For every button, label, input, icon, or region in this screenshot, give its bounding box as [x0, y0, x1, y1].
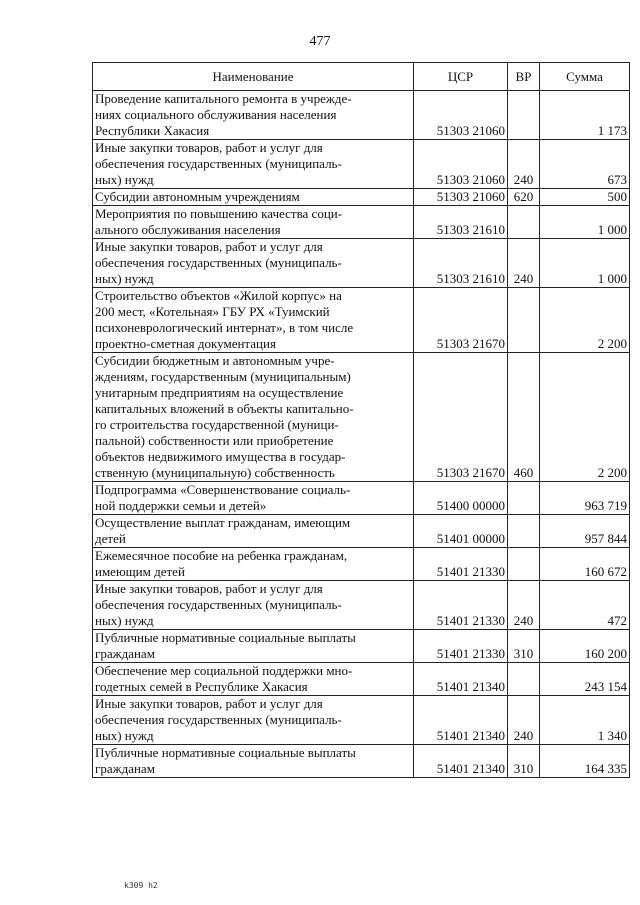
row-vr: 240	[508, 581, 540, 630]
row-name: Проведение капитального ремонта в учрежде- ниях социального обслуживания населения Республики Хакасия	[93, 91, 414, 140]
row-name: Иные закупки товаров, работ и услуг для обеспечения государственных (муниципаль- ных) нужд	[93, 696, 414, 745]
row-csr: 51303 21610	[414, 206, 508, 239]
footer-code: k309 h2	[124, 881, 158, 890]
row-csr: 51401 21330	[414, 581, 508, 630]
table-row	[93, 91, 630, 140]
header-vr: ВР	[508, 63, 540, 91]
table-row	[93, 482, 630, 515]
row-name: Осуществление выплат гражданам, имеющим детей	[93, 515, 414, 548]
header-csr: ЦСР	[414, 63, 508, 91]
table-row	[93, 353, 630, 482]
header-sum: Сумма	[540, 63, 630, 91]
row-sum: 1 000	[540, 239, 630, 288]
table-row	[93, 515, 630, 548]
row-sum: 963 719	[540, 482, 630, 515]
row-csr: 51303 21670	[414, 353, 508, 482]
row-sum: 1 173	[540, 91, 630, 140]
budget-table	[92, 62, 630, 778]
row-name: Иные закупки товаров, работ и услуг для обеспечения государственных (муниципаль- ных) нужд	[93, 140, 414, 189]
row-vr	[508, 663, 540, 696]
table-row	[93, 206, 630, 239]
row-name: Ежемесячное пособие на ребенка гражданам, имеющим детей	[93, 548, 414, 581]
row-csr: 51401 21330	[414, 630, 508, 663]
row-sum: 2 200	[540, 288, 630, 353]
row-vr: 310	[508, 745, 540, 778]
row-name: Строительство объектов «Жилой корпус» на 200 мест, «Котельная» ГБУ РХ «Туимский психоневрологический интернат», в том числе проектно-сметная документация	[93, 288, 414, 353]
row-csr: 51303 21060	[414, 91, 508, 140]
row-vr: 240	[508, 239, 540, 288]
table-row	[93, 288, 630, 353]
table-row	[93, 745, 630, 778]
row-vr: 240	[508, 140, 540, 189]
row-name: Субсидии бюджетным и автономным учре- ждениям, государственным (муниципальным) унитарным предприятиям на осуществление капитальных вложений в объекты капитально- го строительства государственной (муници- пальной) собственности или приобретение объектов недвижимого имущества в государ- ственную (муниципальную) собственность	[93, 353, 414, 482]
row-vr: 460	[508, 353, 540, 482]
row-sum: 1 000	[540, 206, 630, 239]
row-vr: 620	[508, 189, 540, 206]
row-vr	[508, 482, 540, 515]
row-sum: 500	[540, 189, 630, 206]
row-name: Иные закупки товаров, работ и услуг для обеспечения государственных (муниципаль- ных) нужд	[93, 581, 414, 630]
row-sum: 160 672	[540, 548, 630, 581]
table-row	[93, 239, 630, 288]
row-vr	[508, 515, 540, 548]
table-row	[93, 696, 630, 745]
row-vr	[508, 206, 540, 239]
row-vr	[508, 288, 540, 353]
row-vr: 310	[508, 630, 540, 663]
header-name: Наименование	[93, 63, 414, 91]
row-csr: 51400 00000	[414, 482, 508, 515]
row-sum: 957 844	[540, 515, 630, 548]
row-csr: 51401 21340	[414, 663, 508, 696]
table-row	[93, 140, 630, 189]
row-vr: 240	[508, 696, 540, 745]
row-name: Публичные нормативные социальные выплаты гражданам	[93, 745, 414, 778]
row-sum: 472	[540, 581, 630, 630]
row-csr: 51401 00000	[414, 515, 508, 548]
table-row	[93, 189, 630, 206]
row-sum: 1 340	[540, 696, 630, 745]
row-csr: 51401 21330	[414, 548, 508, 581]
row-sum: 673	[540, 140, 630, 189]
row-sum: 164 335	[540, 745, 630, 778]
row-sum: 2 200	[540, 353, 630, 482]
row-csr: 51303 21060	[414, 189, 508, 206]
table-row	[93, 630, 630, 663]
row-name: Публичные нормативные социальные выплаты гражданам	[93, 630, 414, 663]
table-header-row	[93, 63, 630, 91]
table-row	[93, 581, 630, 630]
page-number: 477	[309, 34, 331, 49]
row-sum: 243 154	[540, 663, 630, 696]
row-csr: 51401 21340	[414, 745, 508, 778]
row-csr: 51401 21340	[414, 696, 508, 745]
row-csr: 51303 21610	[414, 239, 508, 288]
table-row	[93, 548, 630, 581]
row-name: Обеспечение мер социальной поддержки мно- годетных семей в Республике Хакасия	[93, 663, 414, 696]
table-row	[93, 663, 630, 696]
row-name: Мероприятия по повышению качества соци- ального обслуживания населения	[93, 206, 414, 239]
row-name: Субсидии автономным учреждениям	[93, 189, 414, 206]
row-vr	[508, 548, 540, 581]
row-csr: 51303 21670	[414, 288, 508, 353]
row-csr: 51303 21060	[414, 140, 508, 189]
row-sum: 160 200	[540, 630, 630, 663]
row-name: Подпрограмма «Совершенствование социаль- ной поддержки семьи и детей»	[93, 482, 414, 515]
row-name: Иные закупки товаров, работ и услуг для обеспечения государственных (муниципаль- ных) нужд	[93, 239, 414, 288]
row-vr	[508, 91, 540, 140]
